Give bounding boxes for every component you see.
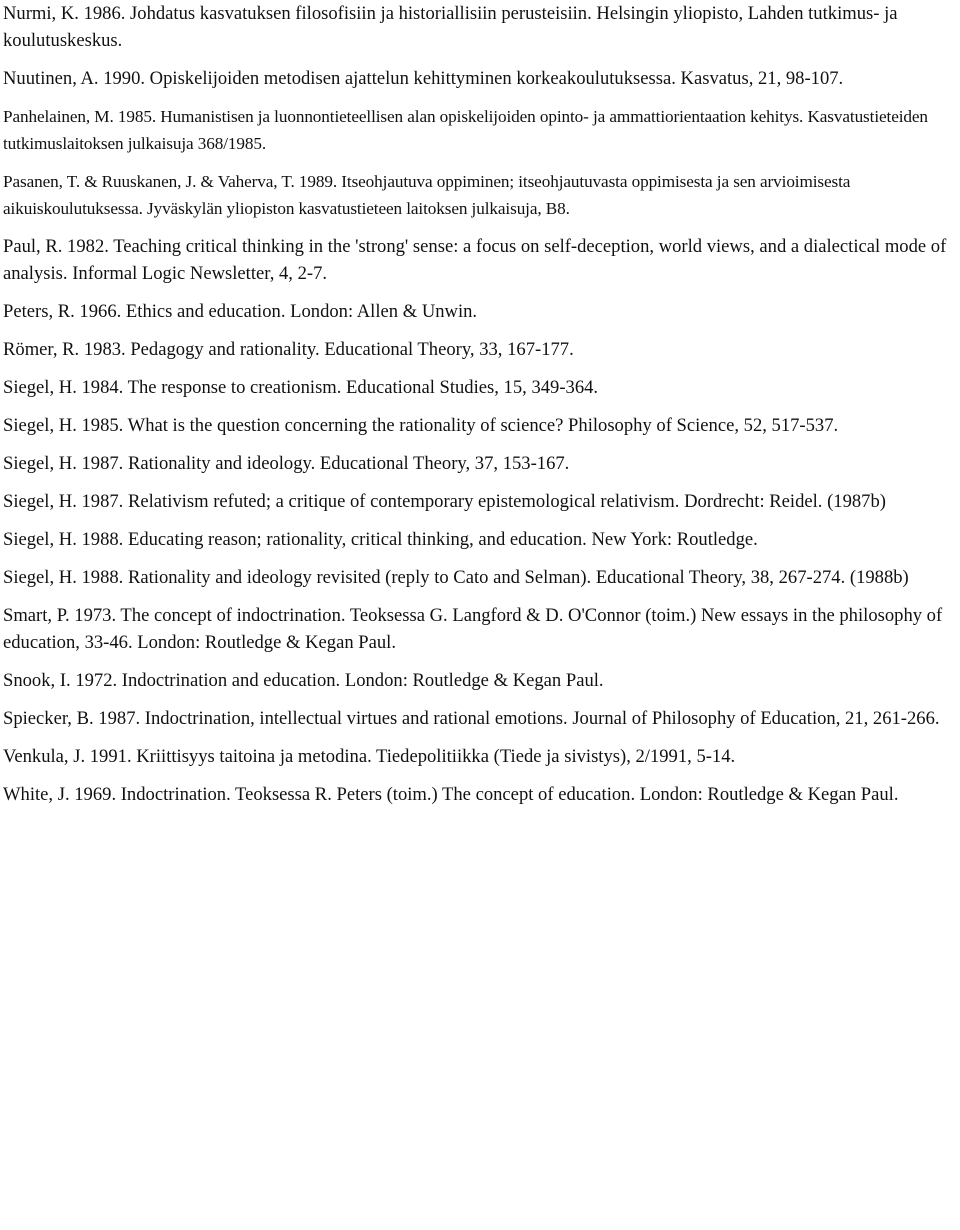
reference-entry: Paul, R. 1982. Teaching critical thinking in the 'strong' sense: a focus on self-deception, world views, and a dialectical mode of analysis. Informal Logic Newsletter, 4, 2-7. xyxy=(3,236,947,284)
reference-entry: Panhelainen, M. 1985. Humanistisen ja luonnontieteellisen alan opiskelijoiden opinto- ja ammattiorientaation kehitys. Kasvatustieteiden tutkimuslaitoksen julkaisuja 368/1985. xyxy=(3,107,928,153)
reference-entry: Siegel, H. 1988. Rationality and ideology revisited (reply to Cato and Selman). Educational Theory, 38, 267-274. (1988b) xyxy=(3,567,909,588)
reference-entry: Nuutinen, A. 1990. Opiskelijoiden metodisen ajattelun kehittyminen korkeakoulutuksessa. Kasvatus, 21, 98-107. xyxy=(3,68,844,89)
reference-entry: Nurmi, K. 1986. Johdatus kasvatuksen filosofisiin ja historiallisiin perusteisiin. Helsingin yliopisto, Lahden tutkimus- ja koulutuskeskus. xyxy=(3,3,898,51)
reference-entry: Pasanen, T. & Ruuskanen, J. & Vaherva, T. 1989. Itseohjautuva oppiminen; itseohjautuvasta oppimisesta ja sen arvioimisesta aikuiskoulutuksessa. Jyväskylän yliopiston kasvatustieteen laitoksen julkaisuja, B8. xyxy=(3,172,851,218)
reference-entry: Römer, R. 1983. Pedagogy and rationality. Educational Theory, 33, 167-177. xyxy=(3,339,574,360)
reference-entry: Venkula, J. 1991. Kriittisyys taitoina ja metodina. Tiedepolitiikka (Tiede ja sivistys), 2/1991, 5-14. xyxy=(3,746,736,767)
reference-entry: Peters, R. 1966. Ethics and education. London: Allen & Unwin. xyxy=(3,301,478,322)
reference-entry: Siegel, H. 1988. Educating reason; rationality, critical thinking, and education. New York: Routledge. xyxy=(3,529,758,550)
reference-entry: Spiecker, B. 1987. Indoctrination, intellectual virtues and rational emotions. Journal of Philosophy of Education, 21, 261-266. xyxy=(3,708,940,729)
reference-entry: Smart, P. 1973. The concept of indoctrination. Teoksessa G. Langford & D. O'Connor (toim.) New essays in the philosophy of education, 33-46. London: Routledge & Kegan Paul. xyxy=(3,605,943,653)
reference-entry: Siegel, H. 1984. The response to creationism. Educational Studies, 15, 349-364. xyxy=(3,377,599,398)
reference-entry: White, J. 1969. Indoctrination. Teoksessa R. Peters (toim.) The concept of education. London: Routledge & Kegan Paul. xyxy=(3,784,899,805)
reference-entry: Snook, I. 1972. Indoctrination and education. London: Routledge & Kegan Paul. xyxy=(3,670,604,691)
reference-entry: Siegel, H. 1987. Rationality and ideology. Educational Theory, 37, 153-167. xyxy=(3,453,570,474)
reference-entry: Siegel, H. 1987. Relativism refuted; a critique of contemporary epistemological relativism. Dordrecht: Reidel. (1987b) xyxy=(3,491,886,512)
reference-entry: Siegel, H. 1985. What is the question concerning the rationality of science? Philosophy of Science, 52, 517-537. xyxy=(3,415,839,436)
